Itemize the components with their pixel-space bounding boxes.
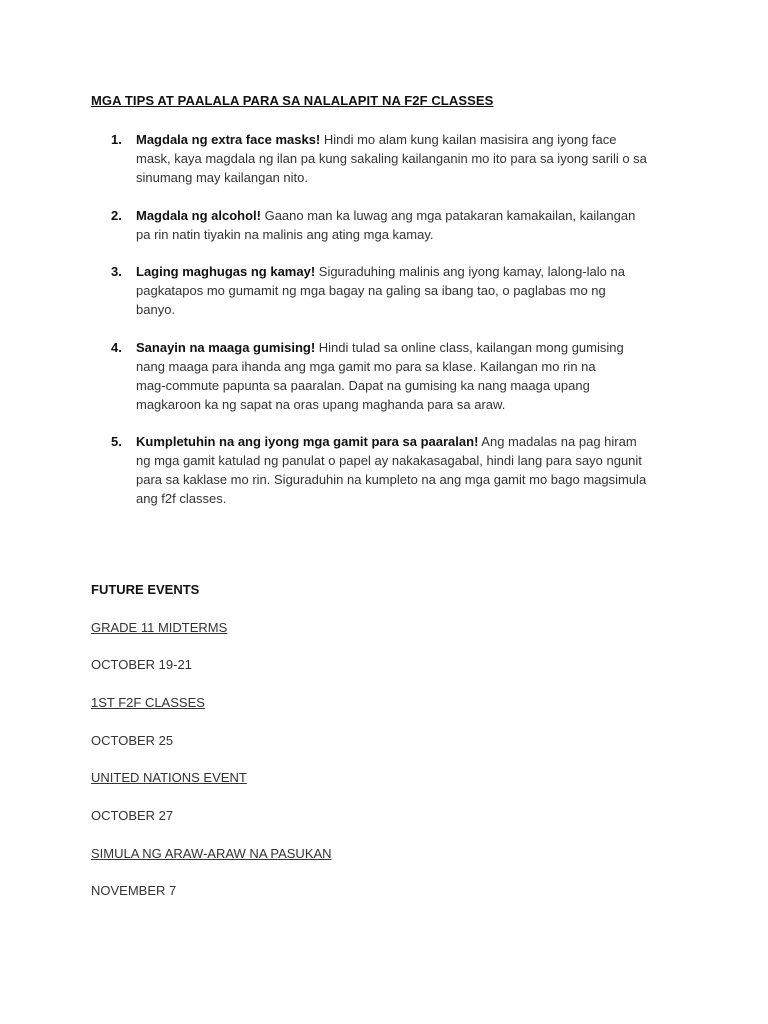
tip-item-5 <box>91 432 691 508</box>
tip-first-line <box>136 130 691 149</box>
tip-item-2 <box>91 206 691 244</box>
tip-text: mag-commute papunta sa paaralan. Dapat na gumising ka nang maaga upang <box>136 377 590 393</box>
tip-text: pa rin natin tiyakin na malinis ang ating mga kamay. <box>136 226 434 242</box>
tip-text: pagkatapos mo gumamit ng mga bagay na galing sa ibang tao, o paglabas mo ng <box>136 283 606 298</box>
tip-heading: Laging maghugas ng kamay! <box>136 264 316 279</box>
tip-text: Hindi tulad sa online class, kailangan mong gumising <box>315 339 624 355</box>
tip-heading: Magdala ng extra face masks! <box>136 132 321 147</box>
document-title: MGA TIPS AT PAALALA PARA SA NALALAPIT NA F2F CLASSES <box>91 93 494 108</box>
tip-text: para sa kaklase mo rin. Siguraduhin na kumpleto na ang mga gamit mo bago magsimula <box>136 472 647 487</box>
tip-text: Ang madalas na pag hiram <box>478 434 637 449</box>
tip-item-1 <box>91 130 691 187</box>
tip-item-4 <box>91 338 691 414</box>
event-name: 1ST F2F CLASSES <box>91 695 205 710</box>
tip-number: 3. <box>111 264 122 279</box>
event-date: OCTOBER 27 <box>91 808 174 823</box>
event-name: GRADE 11 MIDTERMS <box>91 620 228 635</box>
tip-heading: Magdala ng alcohol! <box>136 207 261 223</box>
tip-text: ang f2f classes. <box>136 491 227 506</box>
tip-text: Hindi mo alam kung kailan masisira ang iyong face <box>320 132 617 147</box>
events-heading: FUTURE EVENTS <box>91 582 200 597</box>
event-date: NOVEMBER 7 <box>91 883 177 898</box>
tip-text: nang maaga para ihanda ang mga gamit mo para sa klase. Kailangan mo rin na <box>136 358 596 374</box>
tip-number: 4. <box>111 339 122 355</box>
tip-first-line <box>136 206 691 225</box>
tips-list <box>91 130 691 527</box>
tip-number: 5. <box>111 434 122 449</box>
tip-heading: Sanayin na maaga gumising! <box>136 339 316 355</box>
event-name: SIMULA NG ARAW-ARAW NA PASUKAN <box>91 846 332 861</box>
event-date: OCTOBER 25 <box>91 733 174 748</box>
tip-item-3 <box>91 262 691 319</box>
tip-first-line <box>136 262 691 281</box>
event-name: UNITED NATIONS EVENT <box>91 770 247 785</box>
tip-text: Siguraduhing malinis ang iyong kamay, lalong-lalo na <box>315 264 625 279</box>
tip-text: banyo. <box>136 302 176 317</box>
tip-text: ng mga gamit katulad ng panulat o papel ay nakakasagabal, hindi lang para sayo ngunit <box>136 453 642 468</box>
tip-text: Gaano man ka luwag ang mga patakaran kamakailan, kailangan <box>260 207 636 223</box>
tip-text: sinumang may kailangan nito. <box>136 170 308 185</box>
tip-heading: Kumpletuhin na ang iyong mga gamit para sa paaralan! <box>136 434 479 449</box>
tip-text: mask, kaya magdala ng ilan pa kung sakaling kailanganin mo ito para sa iyong sarili o sa <box>136 151 647 166</box>
event-date: OCTOBER 19-21 <box>91 657 192 672</box>
tip-first-line <box>136 432 691 451</box>
tip-first-line <box>136 338 691 357</box>
tip-number: 1. <box>111 132 122 147</box>
tip-number: 2. <box>111 207 122 223</box>
tip-text: magkaroon ka ng sapat na oras upang maghanda para sa araw. <box>136 396 506 412</box>
